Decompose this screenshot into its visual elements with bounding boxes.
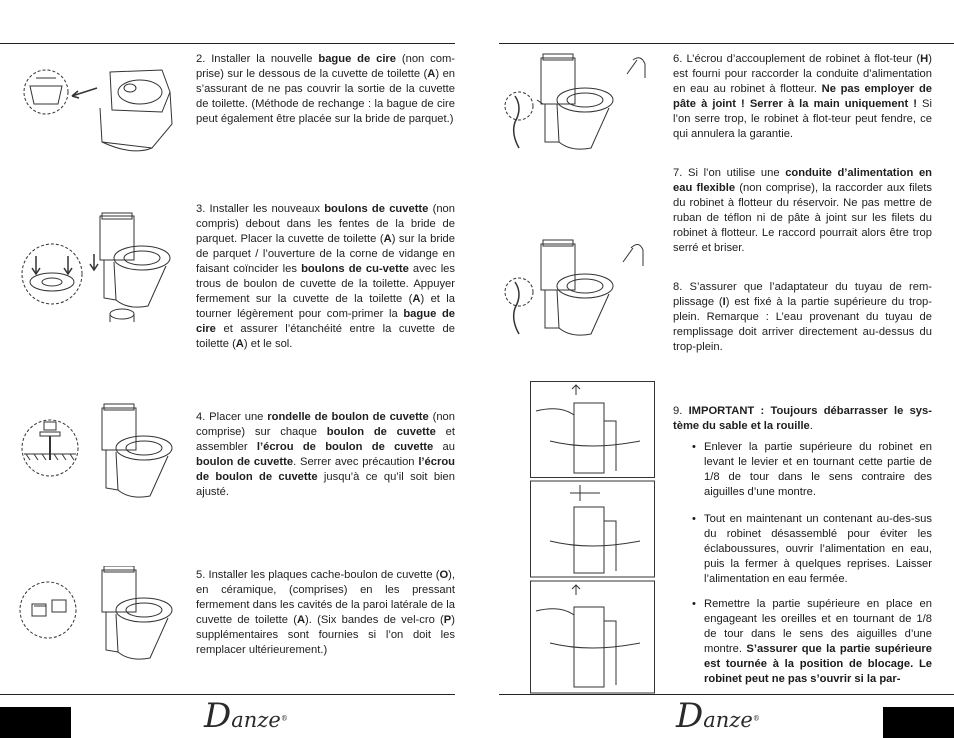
valve-flush-illustration	[530, 381, 655, 694]
step9-bullet-3: • Remettre la partie supérieure en place en engageant les oreilles et en tournant de 1/8 de tour dans le sens des aiguilles d’une montre. S’assurer que la partie supérieure est tournée à la position de blocage. Le robinet peut ne pas s’ouvrir si la par-	[692, 598, 932, 685]
step5-text: 5. Installer les plaques cache-boulon de cuvette (O), en céramique, (comprises) en les pressant fermement dans les cavités de la paroi latérale de la cuvette de toilette (A). (Six bandes de vel-cro (P) supplémentaires sont fournies si l’on doit les remplacer ultérieurement.)	[196, 569, 455, 656]
step3-text: 3. Installer les nouveaux boulons de cuvette (non compris) debout dans les fentes de la bride de parquet. Placer la cuvette de toilette (A) sur la bride de parquet / l’ouverture de la corne de vidange en faisant coïncider les boulons de cu-vette avec les trous de boulon de cuvette de la toilette. Appuyer fermement sur la cuvette de la toilette (A) et la tourner légèrement pour com-primer la bague de cire et assurer l’étanchéité entre la cuvette de toilette (A) et le sol.	[196, 203, 455, 350]
right-bottom-rule	[499, 694, 954, 695]
step2-text: 2. Installer la nouvelle bague de cire (non com-prise) sur le dessous de la cuvette de toilette (A) en s’assurant de ne pas couvrir la sortie de la cuvette de toilette. (Méthode de rechange : la bague de cire peut également être placée sur la bride de parquet.)	[196, 53, 456, 125]
step8-text: 8. S’assurer que l’adaptateur du tuyau de rem-plissage (I) est fixé à la partie supérieure du trop-plein. Remarque : L’eau provenant du tuyau de remplissage doit arriver directement au-dessus du trop-plein.	[673, 281, 932, 353]
step9-bullet-1: • Enlever la partie supérieure du robinet en levant le levier et en tournant cette partie de 1/8 de tour dans le sens contraire des aiguilles d’une montre.	[692, 441, 932, 498]
bolt-cover-illustration	[18, 566, 178, 666]
step4-text: 4. Placer une rondelle de boulon de cuvette (non comprise) sur chaque boulon de cuvette et assembler l’écrou de boulon de cuvette au boulon de cuvette. Serrer avec précaution l’écrou de boulon de cuvette jusqu’à ce qu’il soit bien ajusté.	[196, 411, 455, 498]
wax-ring-illustration	[22, 52, 177, 160]
bolt-washer-illustration	[18, 402, 178, 502]
step7-text: 7. Si l’on utilise une conduite d’alimentation en eau flexible (non comprise), la raccorder aux filets du robinet à flotteur du réservoir. Ne pas mettre de ruban de téflon ni de pâte à joint sur les filets du robinet à flotteur. Le raccord pourrait alors être trop serré et briser.	[673, 167, 933, 254]
left-danze-logo: Danze®	[204, 696, 288, 736]
step6-text: 6. L’écrou d’accouplement de robinet à flot-teur (H) est fourni pour raccorder la conduite d’alimentation en eau au robinet à flotteur. Ne pas employer de pâte à joint ! Serrer à la main uniquement ! Si l’on serre trop, le robinet à flot-teur peut fendre, ce qui annulera la garantie.	[673, 53, 932, 140]
right-corner-tab	[883, 707, 954, 738]
left-corner-tab	[0, 707, 71, 738]
left-top-rule	[0, 43, 455, 44]
fill-valve-nut-illustration	[503, 50, 663, 170]
left-bottom-rule	[0, 694, 455, 695]
right-danze-logo: Danze®	[676, 696, 760, 736]
bowl-bolts-illustration	[18, 210, 178, 330]
step9-heading: 9. IMPORTANT : Toujours débarrasser le sys-tème du sable et la rouille.	[673, 405, 932, 432]
step9-bullet-2: • Tout en maintenant un contenant au-des-sus du robinet désassemblé pour éviter les éclaboussures, ouvrir l’alimentation en eau, puis la fermer à quelques reprises. Laisser l’alimentation en eau fermée.	[692, 513, 932, 585]
supply-line-illustration	[503, 234, 663, 344]
right-top-rule	[499, 43, 954, 44]
